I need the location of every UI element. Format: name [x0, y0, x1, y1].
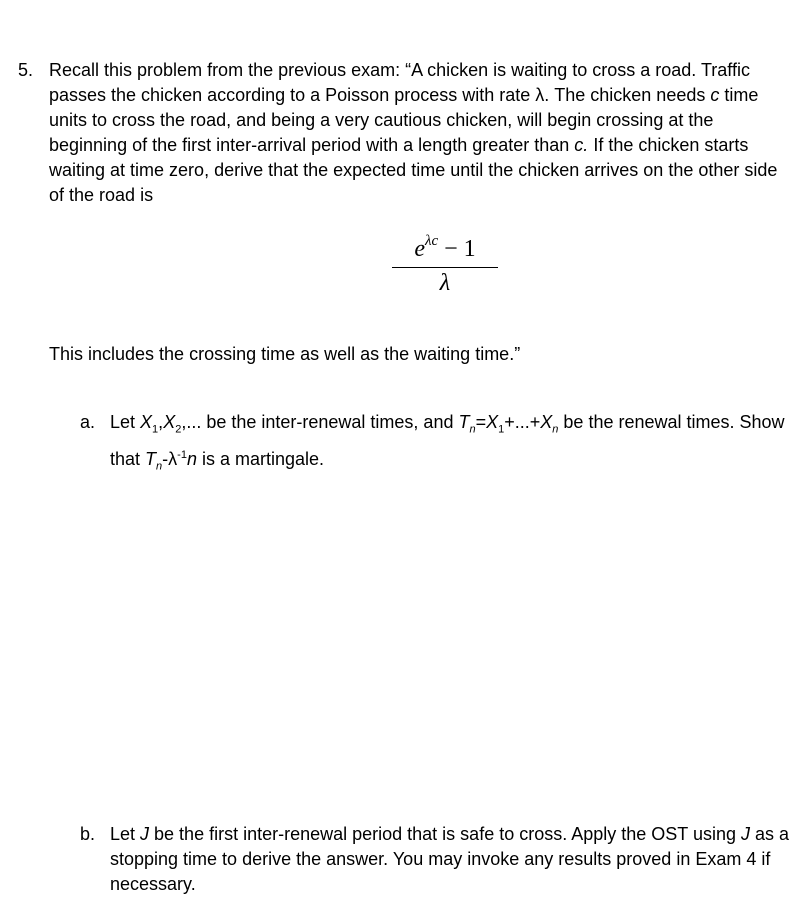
text: +...+ [504, 412, 541, 432]
text: be the renewal times. Show that [110, 412, 785, 469]
problem-number: 5. [18, 60, 34, 80]
part-b-text [110, 822, 790, 897]
part-a-text [110, 410, 790, 479]
var-c: c. [574, 135, 589, 155]
text: be the first inter-renewal period that is safe to cross. Apply the OST using [149, 824, 741, 844]
var-X: X [540, 412, 553, 432]
var-n: n [186, 448, 197, 469]
formula-denominator [390, 268, 500, 297]
statement-text: time units to cross the road, and being a very cautious chicken, will begin crossing at the beginning of the first inter-arrival period with a length greater than [49, 85, 759, 155]
sub: 1 [498, 423, 505, 436]
var-X: X [140, 412, 153, 432]
sub-n: n [552, 423, 559, 436]
var-J: J [140, 824, 150, 844]
text: Let [110, 412, 141, 432]
part-b-letter: b. [80, 824, 96, 844]
formula-numerator [390, 235, 500, 267]
statement-text: If the chicken starts waiting at time zero, derive that the expected time until the chicken arrives on the other side of the road is [49, 135, 778, 205]
text: = [475, 412, 487, 432]
var-c: c [710, 85, 720, 105]
sub: 1 [152, 423, 159, 436]
formula-lambda: λ [439, 270, 451, 296]
sub-n: n [156, 460, 163, 473]
var-X: X [486, 412, 499, 432]
statement-text: Recall this problem from the previous exam: “A chicken is waiting to cross a road. Traffic passes the chicken according to a Poisson process with rate λ. The chicken needs [49, 60, 750, 105]
text: as a stopping time to derive the answer. You may invoke any results proved in Exam 4 if necessary. [110, 824, 790, 894]
formula-minus-one: − 1 [438, 236, 476, 262]
sup: -1 [177, 448, 187, 461]
var-T: T [145, 448, 157, 469]
part-a-letter: a. [80, 412, 96, 432]
var-X: X [163, 412, 176, 432]
sub-n: n [469, 423, 476, 436]
text: , [158, 412, 164, 432]
var-J: J [741, 824, 750, 844]
expected-time-formula [390, 235, 500, 297]
var-T: T [458, 412, 470, 432]
formula-e: e [414, 236, 425, 262]
text: ,... be the inter-renewal times, and [181, 412, 459, 432]
text: Let [110, 824, 141, 844]
formula-exponent: λc [424, 233, 439, 249]
sub: 2 [175, 423, 182, 436]
text: is a martingale. [196, 448, 325, 469]
text: -λ [162, 448, 178, 469]
problem-note: This includes the crossing time as well as the waiting time.” [49, 344, 521, 364]
problem-statement [49, 58, 784, 208]
